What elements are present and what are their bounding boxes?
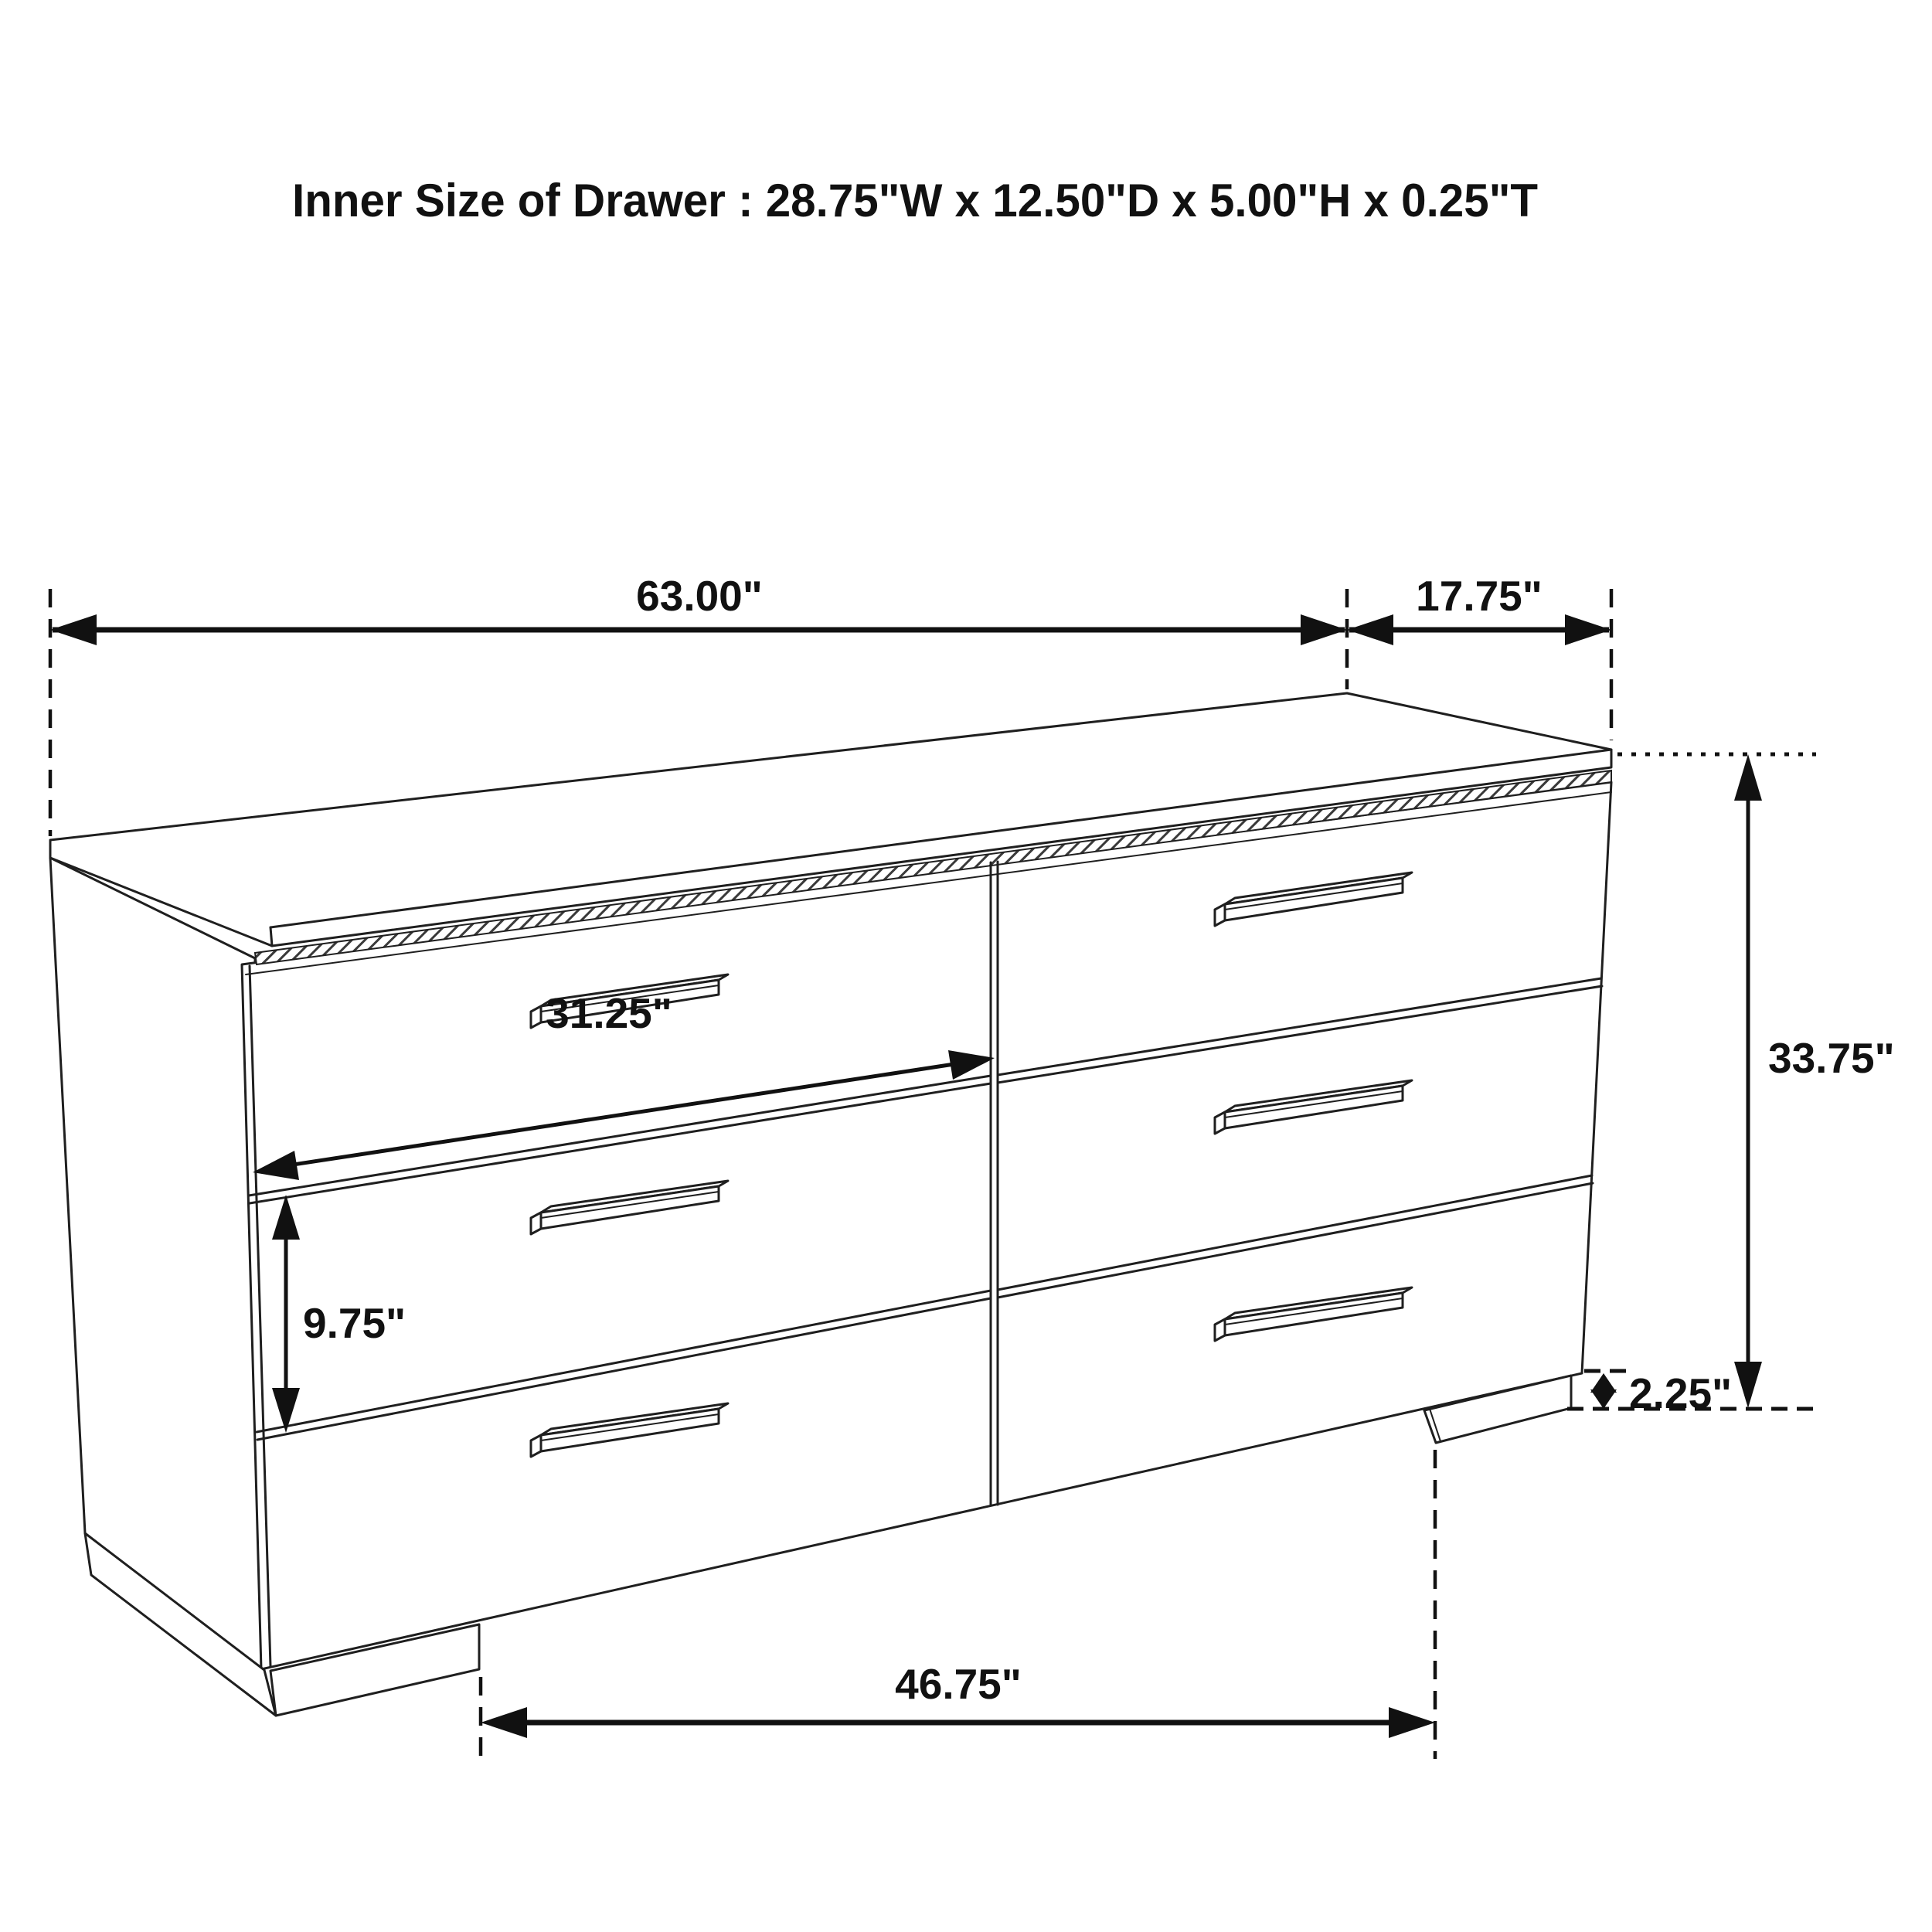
page-title: Inner Size of Drawer : 28.75"W x 12.50"D x 5.00"H x 0.25"T <box>292 175 1538 226</box>
dim-label-drawer-width: 31.25" <box>546 989 672 1037</box>
dim-label-top-depth: 17.75" <box>1416 572 1543 620</box>
dim-label-overall-height: 33.75" <box>1768 1034 1895 1082</box>
dim-label-leg-spacing: 46.75" <box>895 1660 1022 1708</box>
dim-label-drawer-height: 9.75" <box>303 1299 406 1347</box>
dim-label-overall-width: 63.00" <box>636 572 763 620</box>
dim-label-leg-height: 2.25" <box>1629 1369 1733 1417</box>
top-front-left-corner <box>270 927 272 946</box>
